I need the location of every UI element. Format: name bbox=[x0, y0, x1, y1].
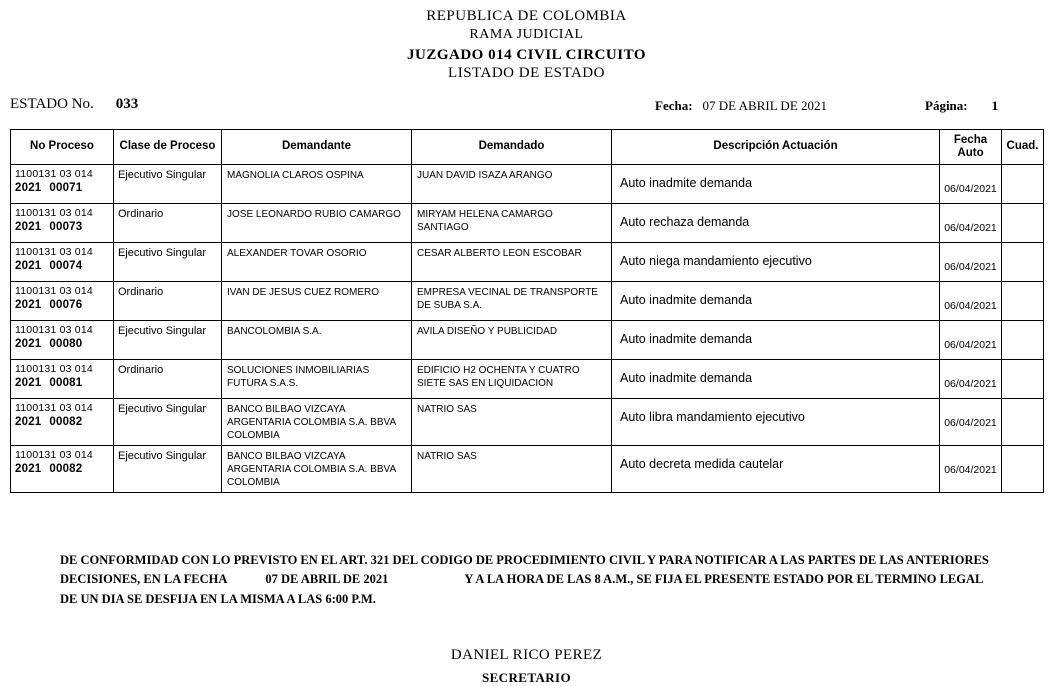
cell-demandado bbox=[412, 282, 612, 321]
proceso-numero: 00076 bbox=[49, 299, 83, 312]
document-meta-row bbox=[0, 96, 1053, 122]
page-number-value: 1 bbox=[991, 98, 999, 113]
proceso-prefijo: 1100131 03 014 bbox=[15, 324, 93, 336]
cell-cuaderno bbox=[1002, 399, 1044, 446]
legal-notice-date: 07 DE ABRIL DE 2021 bbox=[265, 572, 389, 587]
document-date-label: Fecha: bbox=[655, 98, 693, 113]
cell-demandado bbox=[412, 360, 612, 399]
clase-proceso-text: Ordinario bbox=[118, 208, 164, 220]
clase-proceso-text: Ejecutivo Singular bbox=[118, 169, 207, 181]
proceso-ano: 2021 bbox=[15, 260, 42, 273]
cell-cuaderno bbox=[1002, 165, 1044, 204]
cell-demandante bbox=[222, 243, 412, 282]
clase-proceso-text: Ejecutivo Singular bbox=[118, 450, 207, 462]
column-header-demandado: Demandado bbox=[412, 130, 612, 165]
cell-demandante bbox=[222, 446, 412, 493]
legal-notice bbox=[0, 551, 1053, 609]
header-country: REPUBLICA DE COLOMBIA bbox=[426, 8, 627, 24]
column-header-fecha-auto-line1: Fecha bbox=[953, 133, 988, 146]
fecha-auto-text: 06/04/2021 bbox=[944, 464, 997, 476]
table-row bbox=[11, 282, 1044, 321]
demandado-text: CESAR ALBERTO LEON ESCOBAR bbox=[417, 248, 582, 259]
cell-demandante bbox=[222, 165, 412, 204]
demandado-text: EMPRESA VECINAL DE TRANSPORTE DE SUBA S.A. bbox=[417, 287, 598, 311]
proceso-prefijo: 1100131 03 014 bbox=[15, 285, 93, 297]
estado-table-container bbox=[10, 129, 1043, 493]
cell-cuaderno bbox=[1002, 321, 1044, 360]
cell-descripcion-actuacion bbox=[612, 360, 940, 399]
header-branch: RAMA JUDICIAL bbox=[469, 27, 584, 42]
table-body bbox=[11, 165, 1044, 493]
descripcion-actuacion-text: Auto decreta medida cautelar bbox=[620, 457, 784, 471]
cell-demandante bbox=[222, 399, 412, 446]
cell-fecha-auto bbox=[940, 446, 1002, 493]
cell-clase-proceso bbox=[114, 165, 222, 204]
cell-no-proceso bbox=[11, 282, 114, 321]
descripcion-actuacion-text: Auto inadmite demanda bbox=[620, 332, 753, 346]
demandado-text: EDIFICIO H2 OCHENTA Y CUATRO SIETE SAS EN LIQUIDACION bbox=[417, 365, 580, 389]
column-header-fecha-auto-line2: Auto bbox=[957, 147, 984, 159]
cell-clase-proceso bbox=[114, 360, 222, 399]
estado-number bbox=[10, 96, 138, 113]
legal-notice-part1: DE CONFORMIDAD CON LO PREVISTO EN EL ART. 321 DEL CODIGO DE PROCEDIMIENTO CIVIL Y PARA NOTIFICAR A LAS PARTES DE LAS ANTERIORES DECISIONES, EN LA FECHA bbox=[60, 553, 989, 587]
table-row bbox=[11, 446, 1044, 493]
table-row bbox=[11, 360, 1044, 399]
clase-proceso-text: Ejecutivo Singular bbox=[118, 247, 207, 259]
cell-no-proceso bbox=[11, 243, 114, 282]
demandado-text: AVILA DISEÑO Y PUBLICIDAD bbox=[417, 326, 558, 337]
proceso-prefijo: 1100131 03 014 bbox=[15, 207, 93, 219]
table-row bbox=[11, 165, 1044, 204]
cell-clase-proceso bbox=[114, 321, 222, 360]
table-header bbox=[11, 130, 1044, 165]
proceso-ano: 2021 bbox=[15, 338, 42, 351]
fecha-auto-text: 06/04/2021 bbox=[944, 222, 997, 234]
demandante-text: JOSE LEONARDO RUBIO CAMARGO bbox=[227, 209, 401, 220]
cell-demandante bbox=[222, 282, 412, 321]
cell-demandante bbox=[222, 360, 412, 399]
cell-no-proceso bbox=[11, 360, 114, 399]
column-header-descripcion-actuacion: Descripción Actuación bbox=[612, 130, 940, 165]
document-date-value: 07 DE ABRIL DE 2021 bbox=[702, 98, 828, 113]
descripcion-actuacion-text: Auto libra mandamiento ejecutivo bbox=[620, 410, 805, 424]
clase-proceso-text: Ordinario bbox=[118, 364, 164, 376]
fecha-auto-text: 06/04/2021 bbox=[944, 300, 997, 312]
cell-descripcion-actuacion bbox=[612, 165, 940, 204]
proceso-ano: 2021 bbox=[15, 416, 42, 429]
cell-cuaderno bbox=[1002, 243, 1044, 282]
header-court: JUZGADO 014 CIVIL CIRCUITO bbox=[406, 47, 646, 63]
column-header-demandante: Demandante bbox=[222, 130, 412, 165]
table-row bbox=[11, 243, 1044, 282]
cell-demandado bbox=[412, 204, 612, 243]
estado-number-label: ESTADO No. bbox=[10, 96, 94, 112]
cell-demandante bbox=[222, 204, 412, 243]
proceso-ano: 2021 bbox=[15, 377, 42, 390]
cell-no-proceso bbox=[11, 165, 114, 204]
demandante-text: ALEXANDER TOVAR OSORIO bbox=[227, 248, 367, 259]
document-date bbox=[655, 98, 827, 114]
column-header-clase-proceso: Clase de Proceso bbox=[114, 130, 222, 165]
proceso-numero: 00074 bbox=[49, 260, 83, 273]
descripcion-actuacion-text: Auto inadmite demanda bbox=[620, 371, 753, 385]
cell-cuaderno bbox=[1002, 360, 1044, 399]
cell-no-proceso bbox=[11, 399, 114, 446]
cell-clase-proceso bbox=[114, 282, 222, 321]
cell-descripcion-actuacion bbox=[612, 243, 940, 282]
cell-demandante bbox=[222, 321, 412, 360]
proceso-prefijo: 1100131 03 014 bbox=[15, 402, 93, 414]
cell-fecha-auto bbox=[940, 321, 1002, 360]
proceso-prefijo: 1100131 03 014 bbox=[15, 168, 93, 180]
demandante-text: MAGNOLIA CLAROS OSPINA bbox=[227, 170, 364, 181]
column-header-cuaderno: Cuad. bbox=[1002, 130, 1044, 165]
proceso-numero: 00082 bbox=[49, 463, 83, 476]
table-row bbox=[11, 321, 1044, 360]
fecha-auto-text: 06/04/2021 bbox=[944, 417, 997, 429]
cell-cuaderno bbox=[1002, 446, 1044, 493]
demandante-text: BANCOLOMBIA S.A. bbox=[227, 326, 322, 337]
proceso-prefijo: 1100131 03 014 bbox=[15, 246, 93, 258]
cell-clase-proceso bbox=[114, 243, 222, 282]
signature-block bbox=[0, 647, 1053, 686]
proceso-ano: 2021 bbox=[15, 299, 42, 312]
column-header-no-proceso: No Proceso bbox=[11, 130, 114, 165]
cell-fecha-auto bbox=[940, 282, 1002, 321]
proceso-numero: 00073 bbox=[49, 221, 83, 234]
cell-demandado bbox=[412, 165, 612, 204]
demandante-text: BANCO BILBAO VIZCAYA ARGENTARIA COLOMBIA S.A. BBVA COLOMBIA bbox=[227, 451, 396, 488]
demandante-text: IVAN DE JESUS CUEZ ROMERO bbox=[227, 287, 380, 298]
cell-demandado bbox=[412, 243, 612, 282]
legal-notice-part2: Y A LA HORA DE LAS 8 A.M., SE FIJA EL PRESENTE ESTADO POR EL TERMINO LEGAL DE UN DIA SE DESFIJA EN LA MISMA A LAS 6:00 P.M. bbox=[60, 572, 983, 606]
cell-cuaderno bbox=[1002, 204, 1044, 243]
demandado-text: MIRYAM HELENA CAMARGO SANTIAGO bbox=[417, 209, 553, 233]
cell-no-proceso bbox=[11, 321, 114, 360]
signature-name: DANIEL RICO PEREZ bbox=[450, 647, 603, 664]
proceso-ano: 2021 bbox=[15, 463, 42, 476]
demandado-text: NATRIO SAS bbox=[417, 451, 477, 462]
demandante-text: BANCO BILBAO VIZCAYA ARGENTARIA COLOMBIA S.A. BBVA COLOMBIA bbox=[227, 404, 396, 441]
cell-cuaderno bbox=[1002, 282, 1044, 321]
descripcion-actuacion-text: Auto rechaza demanda bbox=[620, 215, 750, 229]
proceso-numero: 00081 bbox=[49, 377, 83, 390]
cell-descripcion-actuacion bbox=[612, 399, 940, 446]
clase-proceso-text: Ejecutivo Singular bbox=[118, 403, 207, 415]
descripcion-actuacion-text: Auto inadmite demanda bbox=[620, 293, 753, 307]
cell-descripcion-actuacion bbox=[612, 204, 940, 243]
document-header bbox=[0, 0, 1053, 82]
table-row bbox=[11, 204, 1044, 243]
proceso-ano: 2021 bbox=[15, 221, 42, 234]
descripcion-actuacion-text: Auto niega mandamiento ejecutivo bbox=[620, 254, 812, 268]
demandado-text: NATRIO SAS bbox=[417, 404, 477, 415]
cell-demandado bbox=[412, 321, 612, 360]
proceso-ano: 2021 bbox=[15, 182, 42, 195]
cell-descripcion-actuacion bbox=[612, 282, 940, 321]
fecha-auto-text: 06/04/2021 bbox=[944, 339, 997, 351]
cell-fecha-auto bbox=[940, 204, 1002, 243]
fecha-auto-text: 06/04/2021 bbox=[944, 261, 997, 273]
cell-fecha-auto bbox=[940, 399, 1002, 446]
cell-no-proceso bbox=[11, 204, 114, 243]
header-document-type: LISTADO DE ESTADO bbox=[448, 65, 605, 81]
page-number-label: Página: bbox=[925, 98, 968, 113]
demandado-text: JUAN DAVID ISAZA ARANGO bbox=[417, 170, 553, 181]
cell-no-proceso bbox=[11, 446, 114, 493]
cell-fecha-auto bbox=[940, 165, 1002, 204]
proceso-numero: 00080 bbox=[49, 338, 83, 351]
proceso-prefijo: 1100131 03 014 bbox=[15, 363, 93, 375]
table-row bbox=[11, 399, 1044, 446]
cell-fecha-auto bbox=[940, 360, 1002, 399]
cell-fecha-auto bbox=[940, 243, 1002, 282]
clase-proceso-text: Ejecutivo Singular bbox=[118, 325, 207, 337]
cell-clase-proceso bbox=[114, 399, 222, 446]
demandante-text: SOLUCIONES INMOBILIARIAS FUTURA S.A.S. bbox=[227, 365, 370, 389]
estado-table bbox=[10, 129, 1044, 493]
cell-descripcion-actuacion bbox=[612, 321, 940, 360]
cell-demandado bbox=[412, 399, 612, 446]
cell-clase-proceso bbox=[114, 204, 222, 243]
proceso-numero: 00071 bbox=[49, 182, 83, 195]
proceso-numero: 00082 bbox=[49, 416, 83, 429]
fecha-auto-text: 06/04/2021 bbox=[944, 183, 997, 195]
cell-clase-proceso bbox=[114, 446, 222, 493]
page-number bbox=[925, 98, 998, 114]
fecha-auto-text: 06/04/2021 bbox=[944, 378, 997, 390]
proceso-prefijo: 1100131 03 014 bbox=[15, 449, 93, 461]
table-header-row bbox=[11, 130, 1044, 165]
clase-proceso-text: Ordinario bbox=[118, 286, 164, 298]
column-header-fecha-auto bbox=[940, 130, 1002, 165]
descripcion-actuacion-text: Auto inadmite demanda bbox=[620, 176, 753, 190]
cell-descripcion-actuacion bbox=[612, 446, 940, 493]
signature-role: SECRETARIO bbox=[481, 670, 571, 686]
cell-demandado bbox=[412, 446, 612, 493]
estado-number-value: 033 bbox=[115, 96, 139, 112]
